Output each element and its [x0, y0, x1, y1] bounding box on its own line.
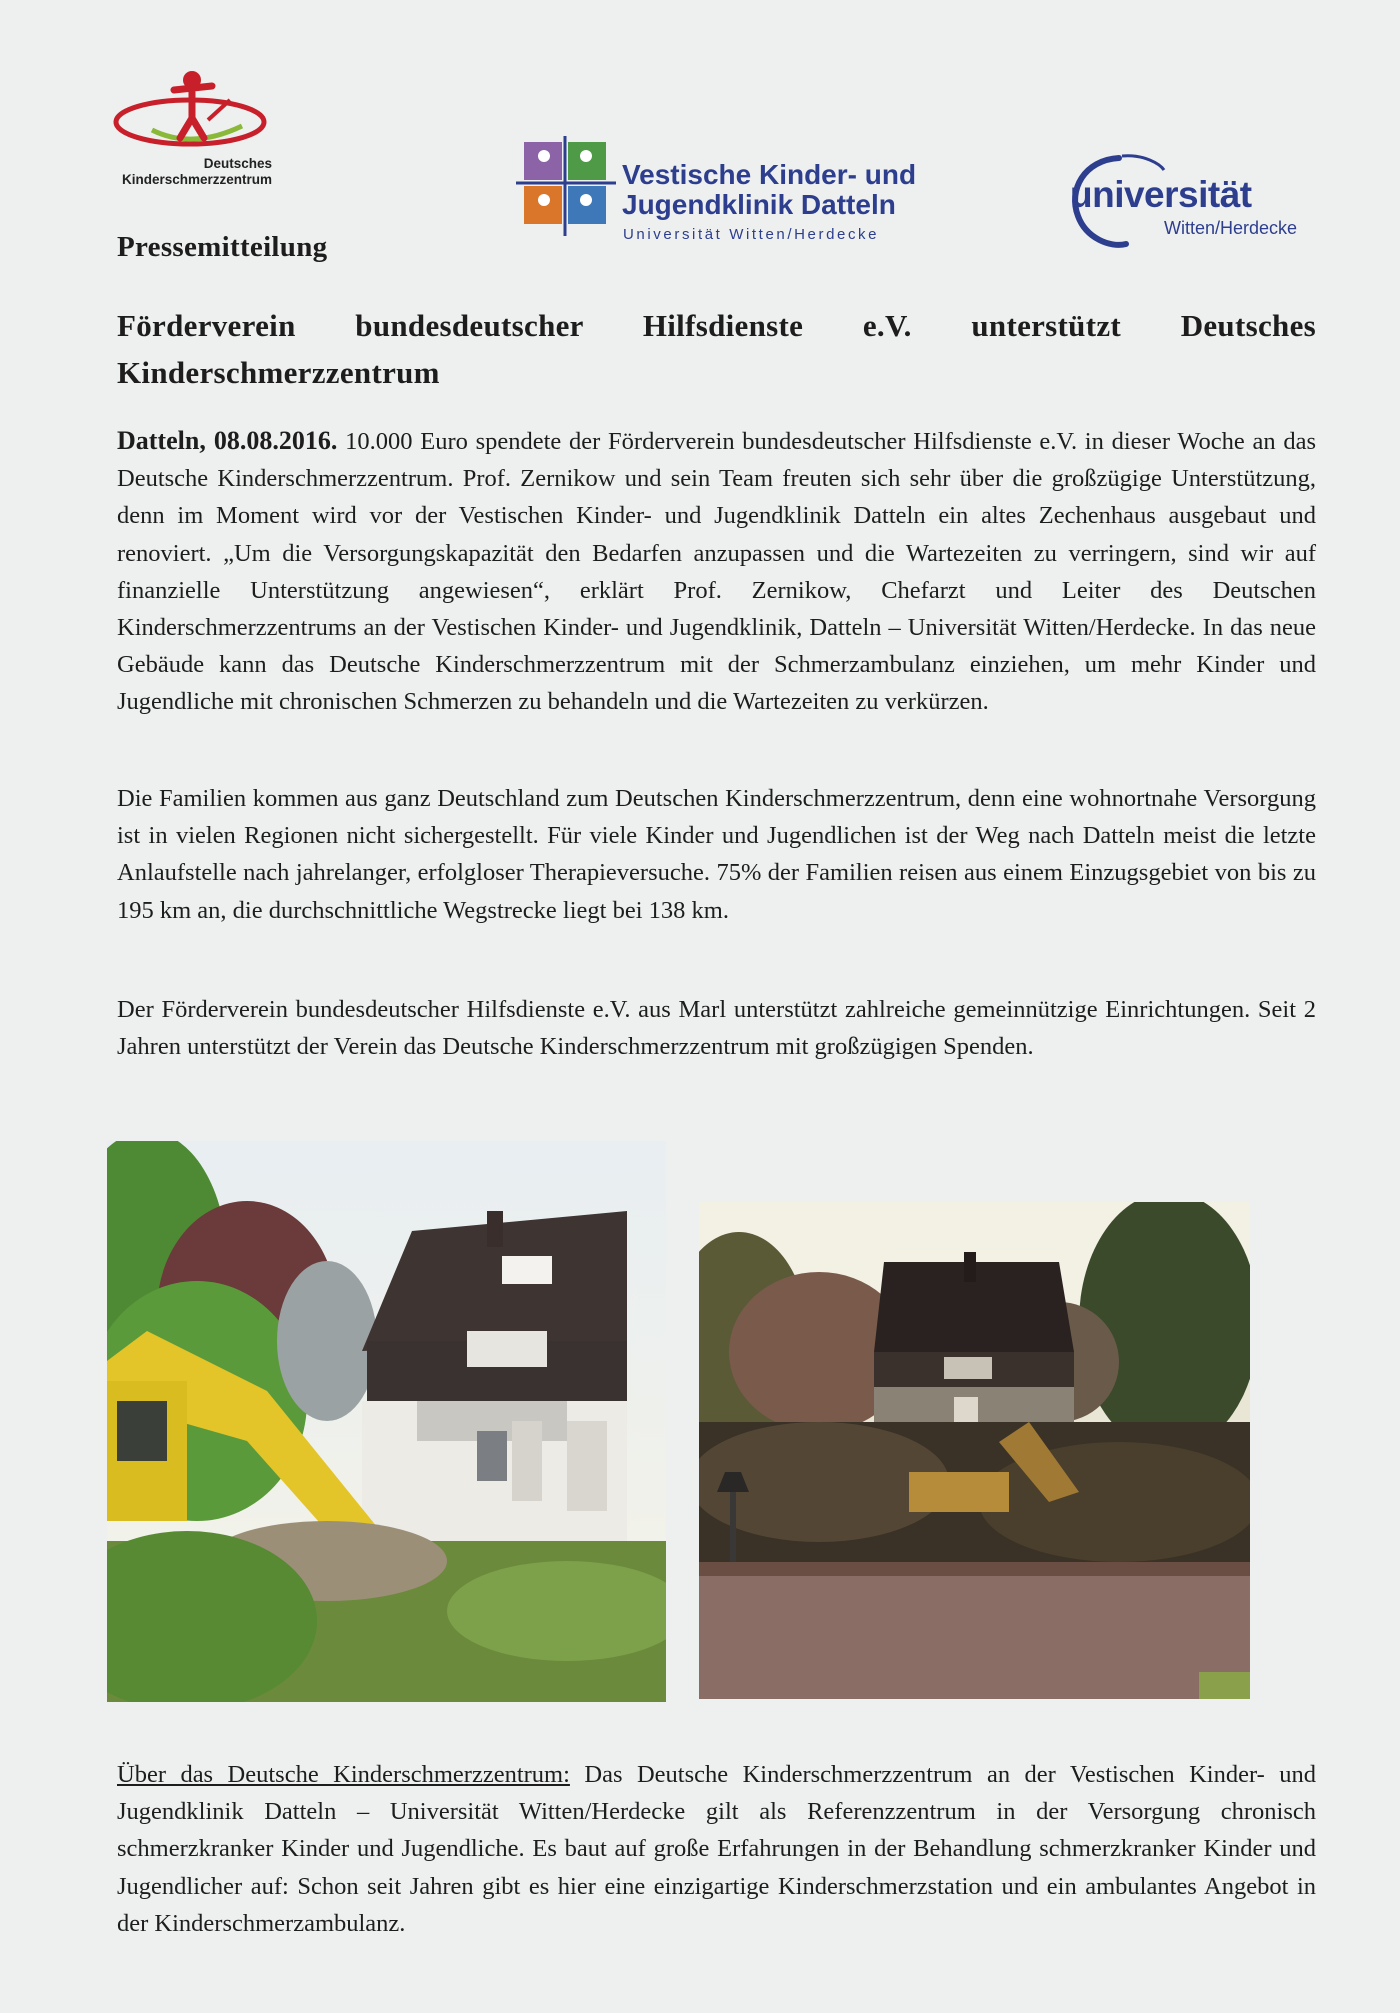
logo-left-line1: Deutsches [203, 156, 272, 171]
logo-mid-line2: Jugendklinik Datteln [622, 189, 896, 220]
logo-mid-line1: Vestische Kinder- und [622, 159, 917, 190]
about-paragraph [117, 1756, 1316, 1942]
house-construction-site-evening-photo [699, 1202, 1250, 1699]
logo-right-sub: Witten/Herdecke [1164, 218, 1298, 238]
document-title: Förderverein bundesdeutscher Hilfsdienste e.V. unterstützt Deutsches Kinderschmerzzentrum [117, 308, 1316, 390]
logo-right-main: universität [1070, 174, 1252, 215]
klinik-datteln-logo [516, 96, 936, 243]
about-heading: Über das Deutsche Kinderschmerzzentrum: [117, 1761, 570, 1788]
body-paragraph-3: Der Förderverein bundesdeutscher Hilfsdienste e.V. aus Marl unterstützt zahlreiche gemeinnützige Einrichtungen. Seit 2 Jahren unterstützt der Verein das Deutsche Kinderschmerzzentrum mit großzügigen Spenden. [117, 996, 1316, 1061]
paragraph-1-text: 10.000 Euro spendete der Förderverein bundesdeutscher Hilfsdienste e.V. in dieser Woche an das Deutsche Kinderschmerzzentrum. Prof. Zernikow und sein Team freuten sich sehr über die großzügige Unterstützung, denn im Moment wird vor der Vestischen Kinder- und Jugendklinik Datteln ein altes Zechenhaus ausgebaut und renoviert. „Um die Versorgungskapazität den Bedarfen anzupassen und die Wartezeiten zu verringern, sind wir auf finanzielle Unterstützung angewiesen“, erklärt Prof. Zernikow, Chefarzt und Leiter des Deutschen Kinderschmerzzentrums an der Vestischen Kinder- und Jugendklinik, Datteln – Universität Witten/Herdecke. In das neue Gebäude kann das Deutsche Kinderschmerzzentrum mit der Schmerzambulanz einziehen, um mehr Kinder und Jugendliche mit chronischen Schmerzen zu behandeln und die Wartezeiten zu verkürzen. [117, 428, 1316, 716]
body-paragraph-1 [117, 422, 1316, 721]
logo-left-line2: Kinderschmerzzentrum [121, 172, 272, 187]
body-paragraph-2: Die Familien kommen aus ganz Deutschland zum Deutschen Kinderschmerzzentrum, denn eine wohnortnahe Versorgung ist in vielen Regionen nicht sichergestellt. Für viele Kinder und Jugendlichen ist der Weg nach Datteln meist die letzte Anlaufstelle nach jahrelanger, erfolgloser Therapieversuche. 75% der Familien reisen aus einem Einzugsgebiet von bis zu 195 km an, die durchschnittliche Wegstrecke liegt bei 138 km. [117, 785, 1316, 924]
child-figure-ring-icon [112, 60, 292, 160]
document-label: Pressemitteilung [117, 231, 328, 263]
about-text: Das Deutsche Kinderschmerzzentrum an der Vestischen Kinder- und Jugendklinik Datteln – Universität Witten/Herdecke gilt als Referenzzentrum in der Versorgung chronisch schmerzkranker Kinder und Jugendliche. Es baut auf große Erfahrungen in der Behandlung schmerzkranker Kinder und Jugendlicher auf: Schon seit Jahren gibt es hier eine einzigartige Kinderschmerzstation und ein ambulantes Angebot in der Kinderschmerzambulanz. [117, 1761, 1316, 1937]
kinderschmerzzentrum-logo [112, 60, 292, 195]
universitaet-logo [1068, 152, 1328, 262]
logo-mid-line3: Universität Witten/Herdecke [623, 226, 880, 243]
logo-bar [0, 60, 1400, 243]
four-quadrant-children-icon [516, 136, 616, 246]
house-renovation-excavator-photo [107, 1141, 666, 1702]
dateline: Datteln, 08.08.2016. [117, 426, 338, 455]
